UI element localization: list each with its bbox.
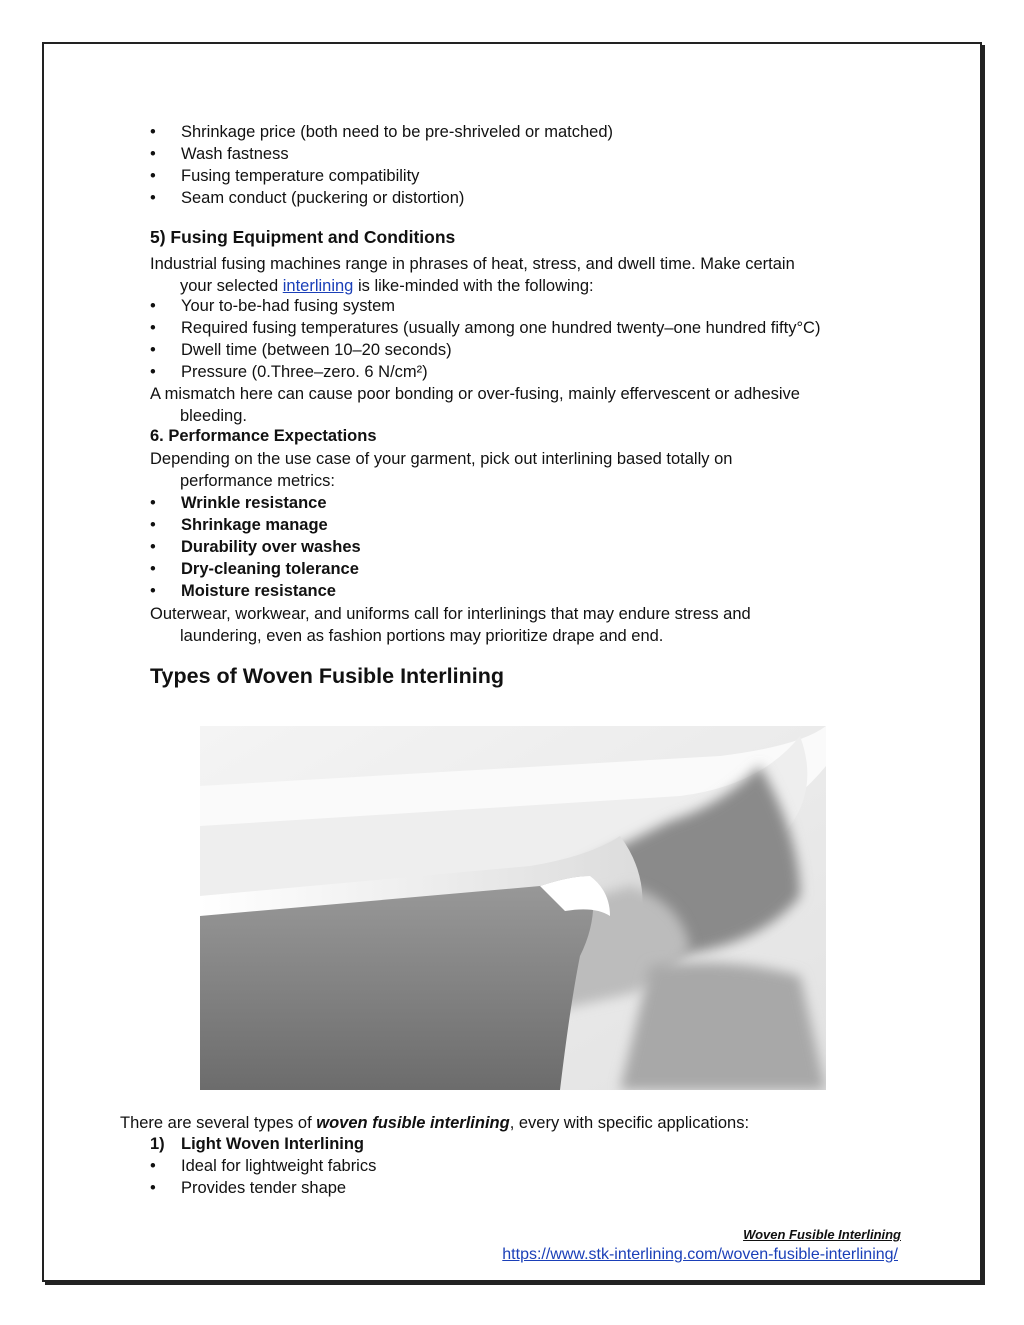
list-item: • Provides tender shape <box>150 1177 346 1199</box>
subsection-heading: Light Woven Interlining <box>181 1135 365 1153</box>
paragraph: Outerwear, workwear, and uniforms call for interlinings that may endure stress and laundering, even as fashion portions may prioritize drape and end. <box>150 605 751 645</box>
list-item: • Pressure (0.Three–zero. 6 N/cm²) <box>150 361 428 383</box>
list-item: • Dwell time (between 10–20 seconds) <box>150 339 452 361</box>
list-item: • Moisture resistance <box>150 580 336 602</box>
list-item: • Required fusing temperatures (usually among one hundred twenty–one hundred fifty°C) <box>150 317 820 339</box>
section-heading: 6. Performance Expectations <box>150 427 377 445</box>
fabric-photo <box>200 726 826 1090</box>
list-item: • Wash fastness <box>150 143 289 165</box>
paragraph: Industrial fusing machines range in phrases of heat, stress, and dwell time. Make certain your selected interlining is like-minded with the following: <box>150 255 795 295</box>
list-item: • Fusing temperature compatibility <box>150 165 419 187</box>
footer-title[interactable]: Woven Fusible Interlining <box>743 1227 901 1242</box>
section-heading: 5) Fusing Equipment and Conditions <box>150 227 456 247</box>
list-item: • Shrinkage price (both need to be pre-shriveled or matched) <box>150 121 613 143</box>
paragraph: A mismatch here can cause poor bonding or over-fusing, mainly effervescent or adhesive bleeding. <box>150 385 800 425</box>
list-item: • Shrinkage manage <box>150 514 328 536</box>
list-item: • Seam conduct (puckering or distortion) <box>150 187 464 209</box>
list-item: • Ideal for lightweight fabrics <box>150 1155 376 1177</box>
section-title: Types of Woven Fusible Interlining <box>150 664 504 688</box>
paragraph: Depending on the use case of your garment, pick out interlining based totally on performance metrics: <box>150 450 733 490</box>
list-item: • Dry-cleaning tolerance <box>150 558 359 580</box>
subsection-number: 1) <box>150 1135 165 1153</box>
list-item: • Wrinkle resistance <box>150 492 327 514</box>
footer-url-link[interactable]: https://www.stk-interlining.com/woven-fusible-interlining/ <box>502 1246 898 1263</box>
list-item: • Your to-be-had fusing system <box>150 295 395 317</box>
types-intro: There are several types of woven fusible interlining, every with specific applications: <box>120 1114 750 1132</box>
interlining-link[interactable]: interlining <box>282 277 354 295</box>
list-item: • Durability over washes <box>150 536 361 558</box>
